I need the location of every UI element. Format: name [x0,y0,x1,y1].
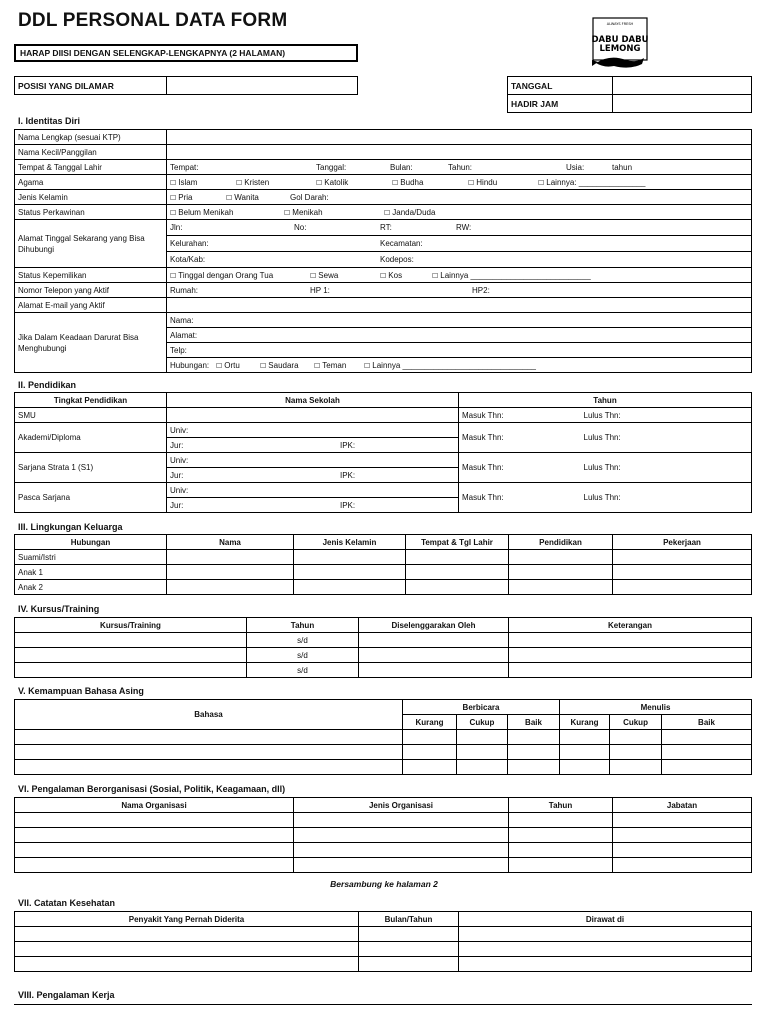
table-cell[interactable] [406,580,509,595]
section-2-title: II. Pendidikan [18,380,77,390]
table-cell[interactable] [509,843,613,858]
emergency-phone-field[interactable] [167,343,752,358]
emergency-relation-label: Hubungan: [170,360,210,370]
edu-smu-label: SMU [15,408,167,423]
birth-label: Tempat & Tanggal Lahir [15,160,167,175]
table-cell[interactable] [509,550,613,565]
table-cell[interactable] [15,648,247,663]
table-cell[interactable] [459,957,752,972]
address-kelurahan-label: Kelurahan: [170,239,209,248]
table-cell[interactable] [613,580,752,595]
training-header-note: Keterangan [509,618,752,633]
page-title: DDL PERSONAL DATA FORM [18,10,288,31]
table-cell[interactable] [15,843,294,858]
religion-field [167,175,752,190]
section-8-title: VIII. Pengalaman Kerja [18,990,115,1000]
table-cell[interactable] [508,730,560,745]
family-row-label: Anak 2 [15,580,167,595]
family-row-label: Anak 1 [15,565,167,580]
table-row [15,633,752,648]
table-cell[interactable] [406,565,509,580]
ownership-label: Status Kepemilikan [15,268,167,283]
family-header-birth: Tempat & Tgl Lahir [406,535,509,550]
family-row-label: Suami/Istri [15,550,167,565]
emergency-name-field[interactable] [167,313,752,328]
org-header-year: Tahun [509,798,613,813]
date-field[interactable] [613,77,752,95]
instruction-text: HARAP DIISI DENGAN SELENGKAP-LENGKAPNYA (2 HALAMAN) [20,48,286,58]
table-cell[interactable] [560,745,610,760]
religion-budha-option[interactable]: ☐ Budha [392,177,424,187]
edu-smu-lulus[interactable]: Lulus Thn: [581,408,752,423]
nickname-field[interactable] [167,145,752,160]
own-kos-option[interactable]: ☐ Kos [380,270,403,280]
table-cell[interactable] [613,550,752,565]
family-header-education: Pendidikan [509,535,613,550]
family-header-gender: Jenis Kelamin [294,535,406,550]
emergency-label: Jika Dalam Keadaan Darurat Bisa Menghubungi [15,313,167,373]
table-cell[interactable] [613,843,752,858]
table-cell[interactable] [294,843,509,858]
emergency-name-label: Nama: [170,315,194,325]
marital-widow-option[interactable]: ☐ Janda/Duda [384,207,436,217]
table-cell[interactable] [167,565,294,580]
lang-header-writing: Menulis [560,700,752,715]
table-cell[interactable] [403,760,457,775]
table-cell[interactable] [610,745,662,760]
own-parents-option[interactable]: ☐ Tinggal dengan Orang Tua [170,270,274,280]
phone-hp2-label: HP2: [472,285,490,295]
marital-field [167,205,752,220]
table-cell[interactable] [15,957,359,972]
table-row [15,663,752,678]
table-cell[interactable] [509,565,613,580]
gender-female-option[interactable]: ☐ Wanita [226,192,259,202]
time-field[interactable] [613,95,752,113]
lang-write-kurang: Kurang [560,715,610,730]
edu-smu-school[interactable] [167,408,459,423]
table-cell[interactable] [294,858,509,873]
organization-table [14,797,752,873]
family-header-name: Nama [167,535,294,550]
gender-label: Jenis Kelamin [15,190,167,205]
table-cell[interactable] [403,730,457,745]
edu-header-year: Tahun [459,393,752,408]
address-kelurahan-field[interactable] [167,236,752,252]
table-cell[interactable] [294,550,406,565]
table-cell[interactable] [406,550,509,565]
phone-field[interactable] [167,283,752,298]
health-header-place: Dirawat di [459,912,752,927]
table-cell[interactable] [613,813,752,828]
address-street-field[interactable] [167,220,752,236]
gender-male-option[interactable]: ☐ Pria [170,192,193,202]
birth-date-label: Tanggal: [316,162,347,172]
family-header-job: Pekerjaan [613,535,752,550]
religion-katolik-option[interactable]: ☐ Katolik [316,177,349,187]
table-cell[interactable] [15,760,403,775]
table-row [15,813,752,828]
full-name-field[interactable] [167,130,752,145]
edu-pasca-univ[interactable]: Univ: [167,483,459,498]
table-cell[interactable] [294,580,406,595]
lang-write-cukup: Cukup [610,715,662,730]
position-field[interactable] [167,77,358,95]
table-cell[interactable] [613,828,752,843]
language-table [14,699,752,775]
religion-islam-option[interactable]: ☐ Islam [170,177,198,187]
edu-akademi-masuk[interactable]: Masuk Thn: [459,423,581,453]
em-parent-option[interactable]: ☐ Ortu [216,360,240,370]
nickname-label: Nama Kecil/Panggilan [15,145,167,160]
date-label: TANGGAL [508,77,613,95]
table-cell[interactable] [294,565,406,580]
lang-speak-cukup: Cukup [457,715,508,730]
religion-label: Agama [15,175,167,190]
edu-pasca-lulus[interactable]: Lulus Thn: [581,483,752,513]
section-5-title: V. Kemampuan Bahasa Asing [18,686,144,696]
logo-line2: LEMONG [599,44,641,54]
instruction-box [14,44,358,62]
table-cell[interactable] [359,927,459,942]
address-rw-label: RW: [456,223,472,232]
religion-other-option[interactable]: ☐ Lainnya: _______________ [538,177,646,187]
em-other-option[interactable]: ☐ Lainnya ______________________________ [364,360,537,370]
address-city-field[interactable] [167,252,752,268]
table-row [15,565,752,580]
table-row [15,580,752,595]
edu-akademi-univ[interactable]: Univ: [167,423,459,438]
own-rent-option[interactable]: ☐ Sewa [310,270,339,280]
table-cell[interactable] [15,858,294,873]
training-header-organizer: Diselenggarakan Oleh [359,618,509,633]
address-city-label: Kota/Kab: [170,255,206,264]
birth-month-label: Bulan: [390,162,413,172]
table-cell[interactable] [560,730,610,745]
table-cell[interactable] [403,745,457,760]
table-cell[interactable] [457,745,508,760]
identity-table [14,129,752,373]
table-row [15,760,752,775]
table-cell[interactable] [167,550,294,565]
marital-label: Status Perkawinan [15,205,167,220]
table-cell[interactable] [15,828,294,843]
em-sibling-option[interactable]: ☐ Saudara [260,360,299,370]
health-header-date: Bulan/Tahun [359,912,459,927]
continued-note: Bersambung ke halaman 2 [330,879,438,889]
table-cell[interactable] [610,730,662,745]
edu-smu-masuk[interactable]: Masuk Thn: [459,408,581,423]
phone-label: Nomor Telepon yang Aktif [15,283,167,298]
table-cell[interactable] [509,633,752,648]
table-cell[interactable] [459,942,752,957]
emergency-address-label: Alamat: [170,330,198,340]
lang-header-language: Bahasa [15,700,403,730]
table-cell[interactable] [509,828,613,843]
section-3-title: III. Lingkungan Keluarga [18,522,123,532]
table-cell[interactable] [509,858,613,873]
table-cell[interactable] [509,813,613,828]
email-field[interactable] [167,298,752,313]
table-cell[interactable] [459,927,752,942]
table-cell[interactable] [662,760,752,775]
org-header-name: Nama Organisasi [15,798,294,813]
training-year-cell[interactable]: s/d [247,633,359,648]
section-6-title: VI. Pengalaman Berorganisasi (Sosial, Politik, Keagamaan, dll) [18,784,286,794]
gender-field [167,190,752,205]
table-row [15,550,752,565]
em-friend-option[interactable]: ☐ Teman [314,360,347,370]
training-header-year: Tahun [247,618,359,633]
position-table [14,76,358,95]
edu-akademi-label: Akademi/Diploma [15,423,167,453]
address-street-label: Jln: [170,223,183,232]
table-cell[interactable] [294,828,509,843]
edu-pasca-jur[interactable]: Jur: IPK: [167,498,459,513]
emergency-relation-field [167,358,752,373]
address-no-label: No: [294,223,307,232]
table-cell[interactable] [15,663,247,678]
table-cell[interactable] [359,633,509,648]
marital-single-option[interactable]: ☐ Belum Menikah [170,207,234,217]
full-name-label: Nama Lengkap (sesuai KTP) [15,130,167,145]
edu-akademi-lulus[interactable]: Lulus Thn: [581,423,752,453]
table-cell[interactable] [610,760,662,775]
table-cell[interactable] [508,760,560,775]
email-label: Alamat E-mail yang Aktif [15,298,167,313]
table-cell[interactable] [509,663,752,678]
logo-line1: DABU DABU [591,35,649,45]
table-cell[interactable] [662,745,752,760]
table-row [15,858,752,873]
birth-field[interactable] [167,160,752,175]
edu-s1-lulus[interactable]: Lulus Thn: [581,453,752,483]
table-cell[interactable] [662,730,752,745]
address-zip-label: Kodepos: [380,255,414,264]
section-4-title: IV. Kursus/Training [18,604,100,614]
edu-header-level: Tingkat Pendidikan [15,393,167,408]
marital-married-option[interactable]: ☐ Menikah [284,207,323,217]
table-row [15,843,752,858]
table-cell[interactable] [15,927,359,942]
time-label: HADIR JAM [508,95,613,113]
training-header-course: Kursus/Training [15,618,247,633]
table-cell[interactable] [613,565,752,580]
table-cell[interactable] [359,663,509,678]
religion-hindu-option[interactable]: ☐ Hindu [468,177,498,187]
health-header-disease: Penyakit Yang Pernah Diderita [15,912,359,927]
table-row [15,745,752,760]
table-cell[interactable] [359,942,459,957]
lang-header-speaking: Berbicara [403,700,560,715]
table-cell[interactable] [359,957,459,972]
family-header-relation: Hubungan [15,535,167,550]
training-year-cell[interactable]: s/d [247,648,359,663]
table-row [15,927,752,942]
section-8-divider [14,1004,752,1005]
table-row [15,957,752,972]
edu-s1-jur[interactable]: Jur: IPK: [167,468,459,483]
logo-tagline: ALWAYS FRESH [606,22,634,26]
table-cell[interactable] [508,745,560,760]
table-cell[interactable] [15,633,247,648]
emergency-address-field[interactable] [167,328,752,343]
table-cell[interactable] [613,858,752,873]
table-row [15,828,752,843]
table-cell[interactable] [15,813,294,828]
education-table [14,392,752,513]
address-rt-label: RT: [380,223,392,232]
edu-akademi-jur[interactable]: Jur: IPK: [167,438,459,453]
birth-year-label: Tahun: [448,162,473,172]
training-year-cell[interactable]: s/d [247,663,359,678]
family-table [14,534,752,595]
table-cell[interactable] [457,730,508,745]
table-cell[interactable] [509,648,752,663]
company-logo [590,16,650,74]
lang-speak-kurang: Kurang [403,715,457,730]
table-row [15,648,752,663]
table-cell[interactable] [457,760,508,775]
date-table [507,76,752,113]
lang-speak-baik: Baik [508,715,560,730]
address-kecamatan-label: Kecamatan: [380,239,423,248]
table-cell[interactable] [294,813,509,828]
org-header-type: Jenis Organisasi [294,798,509,813]
edu-pasca-label: Pasca Sarjana [15,483,167,513]
lang-write-baik: Baik [662,715,752,730]
own-other-option[interactable]: ☐ Lainnya ___________________________ [432,270,591,280]
birth-place-label: Tempat: [170,162,199,172]
blood-type-label: Gol Darah: [290,192,329,202]
edu-pasca-masuk[interactable]: Masuk Thn: [459,483,581,513]
position-label: POSISI YANG DILAMAR [15,77,167,95]
section-1-title: I. Identitas Diri [18,116,81,126]
training-table [14,617,752,678]
edu-s1-masuk[interactable]: Masuk Thn: [459,453,581,483]
edu-s1-label: Sarjana Strata 1 (S1) [15,453,167,483]
table-cell[interactable] [15,942,359,957]
health-table [14,911,752,972]
phone-home-label: Rumah: [170,285,199,295]
table-row [15,942,752,957]
edu-header-school: Nama Sekolah [167,393,459,408]
address-label: Alamat Tinggal Sekarang yang Bisa Dihubungi [15,220,167,268]
age-unit: tahun [612,162,633,172]
section-7-title: VII. Catatan Kesehatan [18,898,116,908]
table-row [15,730,752,745]
edu-s1-univ[interactable]: Univ: [167,453,459,468]
org-header-position: Jabatan [613,798,752,813]
religion-kristen-option[interactable]: ☐ Kristen [236,177,270,187]
ownership-field [167,268,752,283]
table-cell[interactable] [560,760,610,775]
table-cell[interactable] [167,580,294,595]
table-cell[interactable] [509,580,613,595]
table-cell[interactable] [15,730,403,745]
table-cell[interactable] [15,745,403,760]
phone-hp1-label: HP 1: [310,285,330,295]
emergency-phone-label: Telp: [170,345,187,355]
table-cell[interactable] [359,648,509,663]
age-label: Usia: [566,162,585,172]
